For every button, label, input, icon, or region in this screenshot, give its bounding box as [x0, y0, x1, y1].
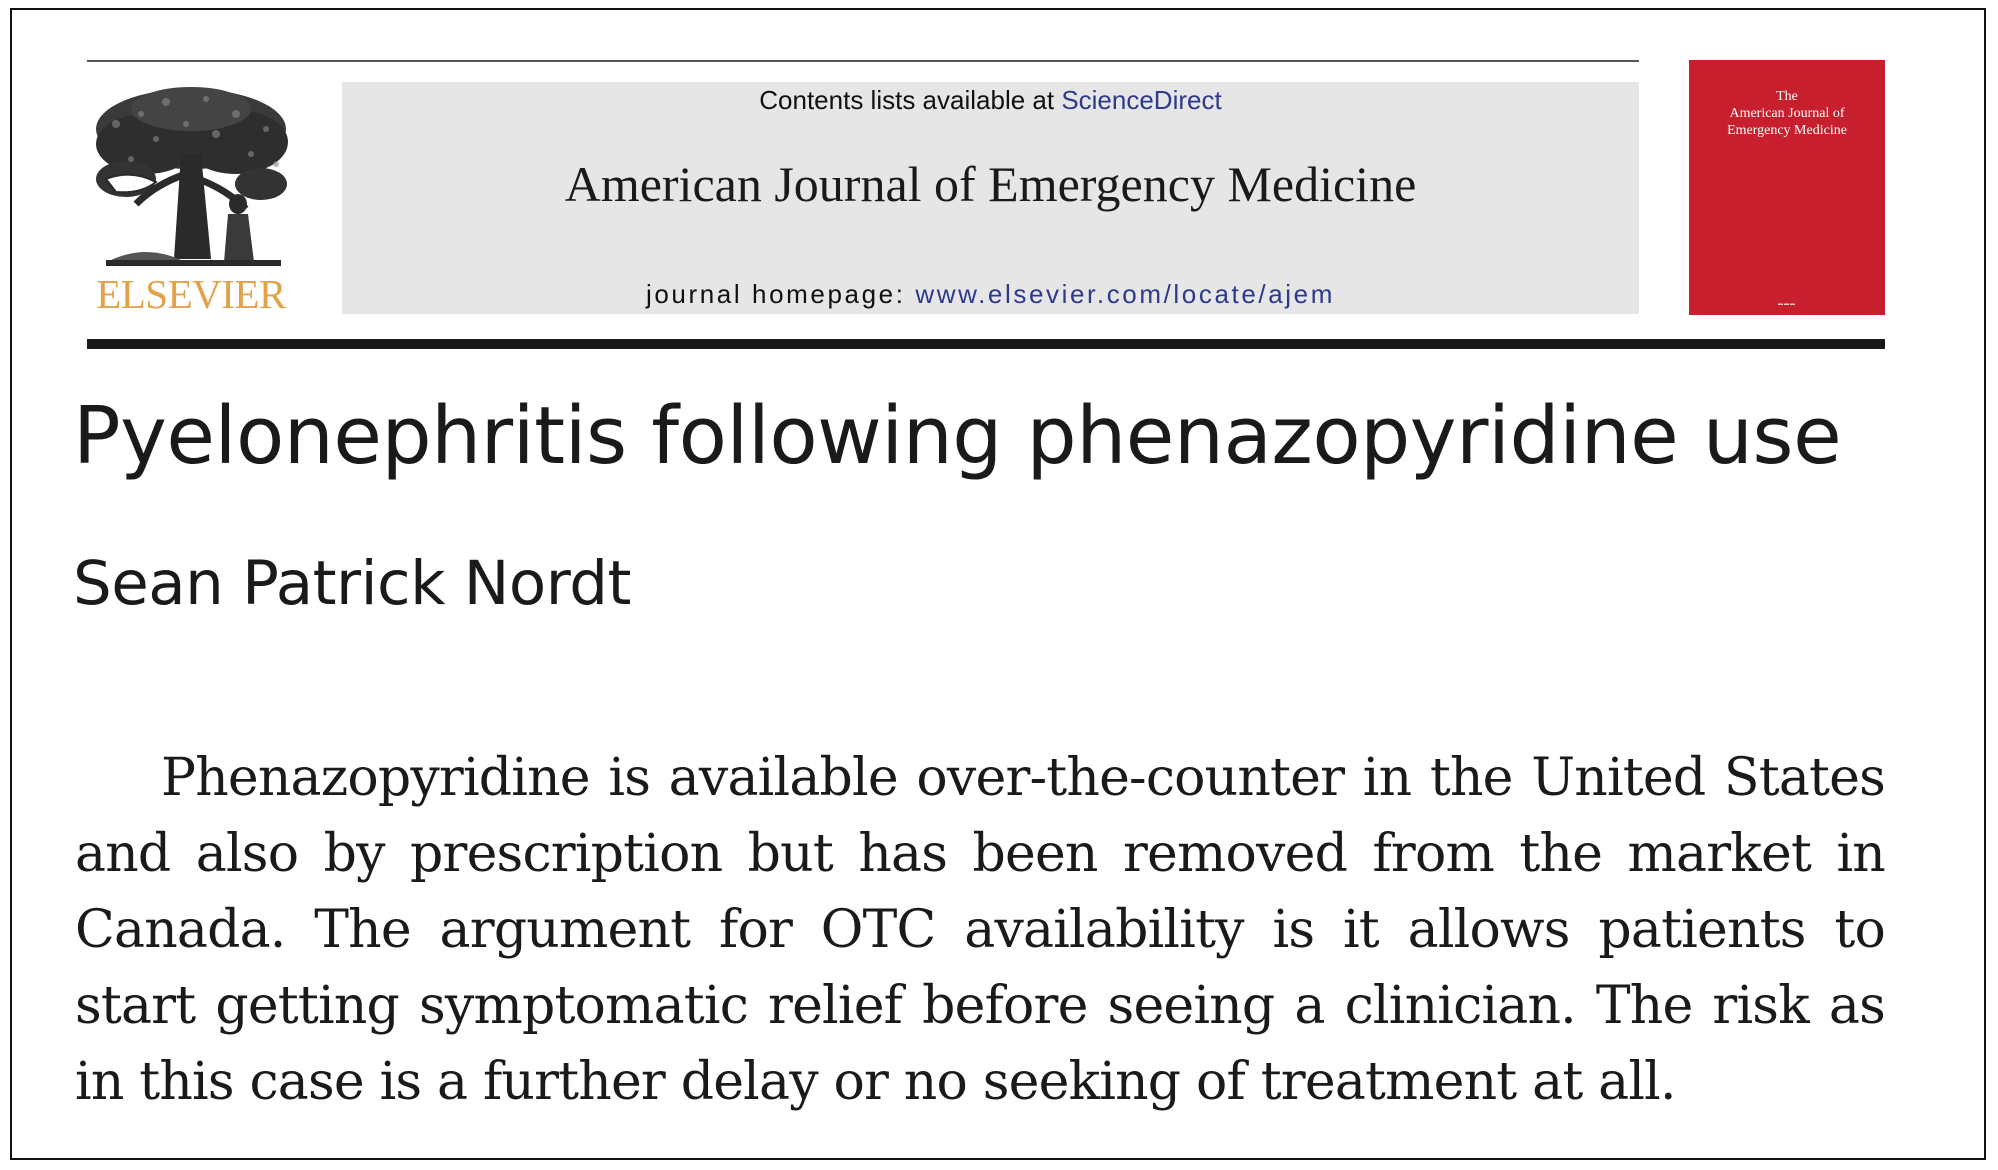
elsevier-wordmark: ELSEVIER — [96, 271, 286, 317]
cover-title — [1689, 88, 1885, 139]
contents-availability — [342, 84, 1639, 116]
cover-title-line: The — [1776, 89, 1798, 104]
journal-header — [342, 82, 1639, 314]
cover-footer-mark: ▬▬▬ — [1778, 301, 1796, 307]
article-author: Sean Patrick Nordt — [73, 548, 631, 619]
header-divider — [87, 339, 1885, 349]
homepage-link[interactable]: www.elsevier.com/locate/ajem — [915, 279, 1335, 309]
article-title: Pyelonephritis following phenazopyridine use — [73, 390, 1842, 482]
elsevier-logo[interactable] — [86, 84, 296, 320]
cover-title-line: American Journal of — [1729, 106, 1845, 121]
homepage-prefix: journal homepage: — [645, 279, 916, 309]
journal-homepage — [342, 278, 1639, 310]
cover-title-line: Emergency Medicine — [1727, 123, 1847, 138]
sciencedirect-link[interactable]: ScienceDirect — [1061, 85, 1222, 115]
top-rule — [87, 60, 1639, 62]
journal-cover[interactable] — [1689, 60, 1885, 315]
journal-title: American Journal of Emergency Medicine — [564, 156, 1417, 212]
tree-logo-icon — [86, 84, 296, 274]
contents-prefix: Contents lists available at — [759, 85, 1062, 115]
article-paragraph: Phenazopyridine is available over-the-counter in the United States and also by prescription but has been removed from the market in Canada. The argument for OTC availability is it allows patients to start getting symptomatic relief before seeing a clinician. The risk as in this case is a further delay or no seeking of treatment at all. — [75, 748, 1885, 1112]
